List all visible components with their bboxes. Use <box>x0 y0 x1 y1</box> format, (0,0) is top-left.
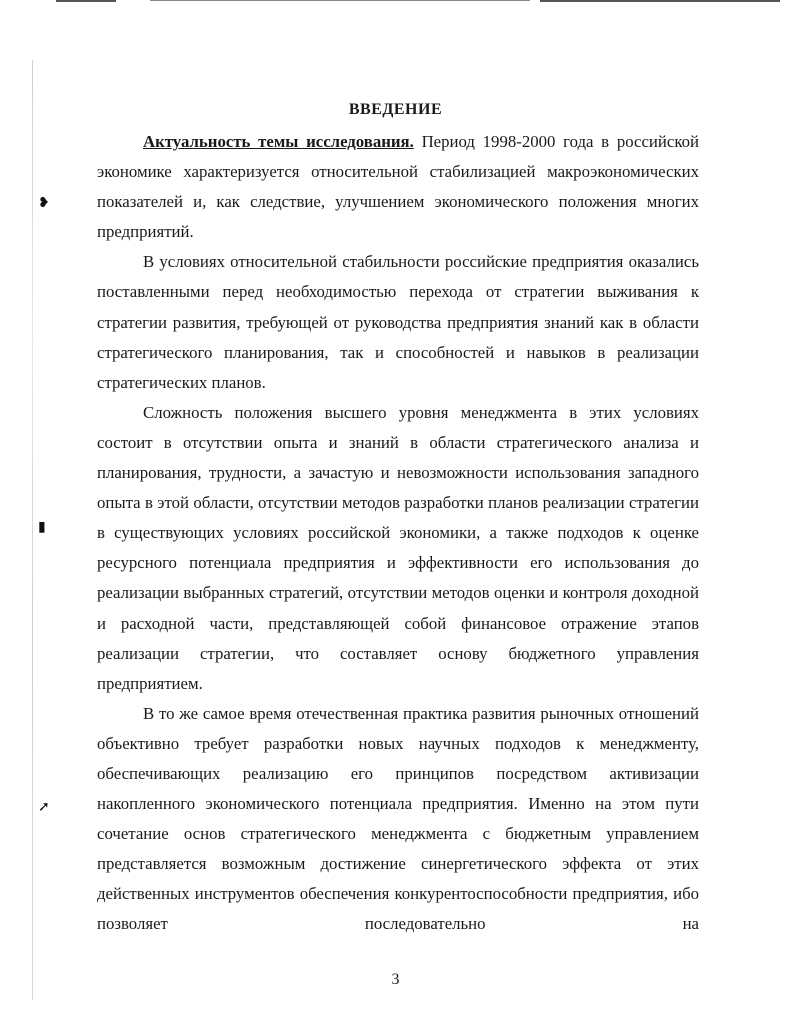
scan-top-rule-mid <box>150 0 530 1</box>
scan-left-edge <box>32 60 33 1000</box>
paragraph-lead: Актуальность темы исследования. <box>143 132 414 151</box>
paragraph-text: Период 1998-2000 года в российской экономике характеризуется относительной стабилизацией макроэкономических показателей и, как следствие, улучшением экономического положения многих предприятий. <box>97 132 699 242</box>
scan-top-rule-right <box>540 0 780 2</box>
page-title: ВВЕДЕНИЕ <box>348 100 443 118</box>
page-number: 3 <box>391 971 400 988</box>
document-body <box>97 127 699 940</box>
paragraph-relevance <box>97 127 699 247</box>
paragraph-complexity: Сложность положения высшего уровня менеджмента в этих условиях состоит в отсутствии опыта и знаний в области стратегического анализа и планирования, трудности, а зачастую и невозможности использования западного опыта в этой области, отсутствии методов разработки планов реализации стратегии в существующих условиях российской экономики, а также подходов к оценке ресурсного потенциала предприятия и эффективности его использования до реализации выбранных стратегий, отсутствии методов оценки и контроля доходной и расходной части, представляющей собой финансовое отражение этапов реализации стратегии, что составляет основу бюджетного управления предприятием. <box>97 402 699 693</box>
paragraph-stability: В условиях относительной стабильности российские предприятия оказались поставленными перед необходимостью перехода от стратегии выживания к стратегии развития, требующей от руководства предприятия знаний как в области стратегического планирования, так и способностей и навыков в реализации стратегических планов. <box>97 252 699 392</box>
binder-hole-mark: ▮ <box>38 519 46 535</box>
scan-top-rule-left <box>56 0 116 2</box>
binder-hole-mark: ➚ <box>38 799 50 815</box>
paragraph-practice: В то же самое время отечественная практика развития рыночных отношений объективно требует разработки новых научных подходов к менеджменту, обеспечивающих реализацию его принципов посредством активизации накопленного экономического потенциала предприятия. Именно на этом пути сочетание основ стратегического менеджмента с бюджетным управлением представляется возможным достижение синергетического эффекта от этих действенных инструментов обеспечения конкурентоспособности предприятия, ибо позволяет последовательно на <box>97 703 699 934</box>
binder-hole-mark: ❥ <box>38 195 50 211</box>
